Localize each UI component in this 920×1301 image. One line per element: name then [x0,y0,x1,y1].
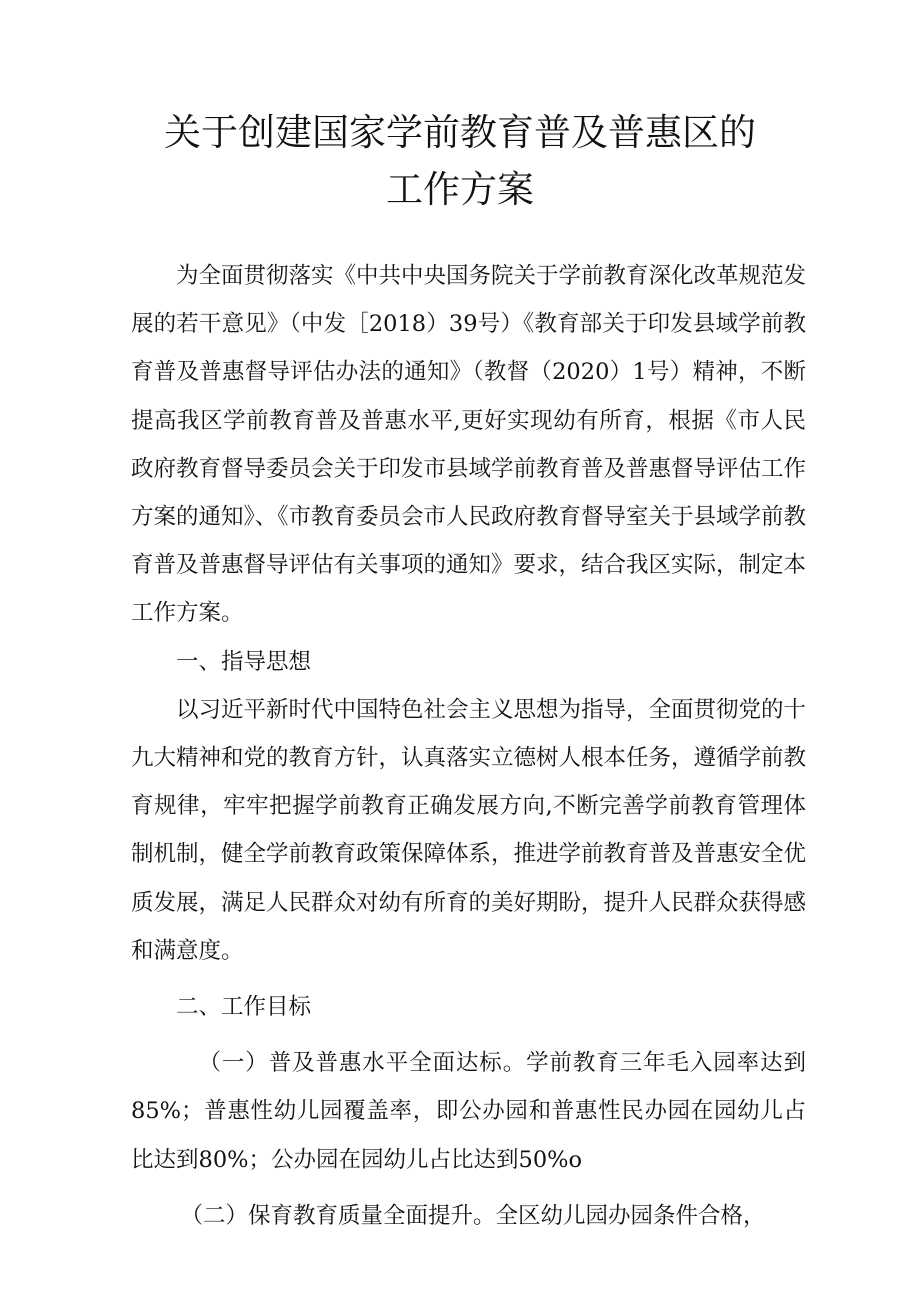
goal-paragraph-2: （二）保育教育质量全面提升。全区幼儿园办园条件合格， [180,1202,766,1229]
title-line-2: 工作方案 [386,168,534,211]
document-body [131,252,806,1240]
section-heading-guiding-ideology: 一、指导思想 [176,648,312,675]
title-line-1: 关于创建国家学前教育普及普惠区的 [164,111,756,154]
intro-paragraph: 为全面贯彻落实《中共中央国务院关于学前教育深化改革规范发展的若干意见》（中发［2018）39号）《教育部关于印发县域学前教育普及普惠督导评估办法的通知》（教督（2020）1号）精神，不断提高我区学前教育普及普惠水平,更好实现幼有所育，根据《市人民政府教育督导委员会关于印发市县域学前教育普及普惠督导评估工作方案的通知》、《市教育委员会市人民政府教育督导室关于县域学前教育普及普惠督导评估有关事项的通知》要求，结合我区实际，制定本工作方案。 [131,263,807,627]
goal-paragraph-1: （一）普及普惠水平全面达标。学前教育三年毛入园率达到85%；普惠性幼儿园覆盖率，即公办园和普惠性民办园在园幼儿占比达到80%；公办园在园幼儿占比达到50%o [131,1050,806,1173]
section-heading-work-goals: 二、工作目标 [176,994,312,1021]
document-title [0,104,920,218]
guiding-ideology-paragraph: 以习近平新时代中国特色社会主义思想为指导，全面贯彻党的十九大精神和党的教育方针，认真落实立德树人根本任务，遵循学前教育规律，牢牢把握学前教育正确发展方向,不断完善学前教育管理体制机制，健全学前教育政策保障体系，推进学前教育普及普惠安全优质发展，满足人民群众对幼有所育的美好期盼，提升人民群众获得感和满意度。 [131,696,807,964]
